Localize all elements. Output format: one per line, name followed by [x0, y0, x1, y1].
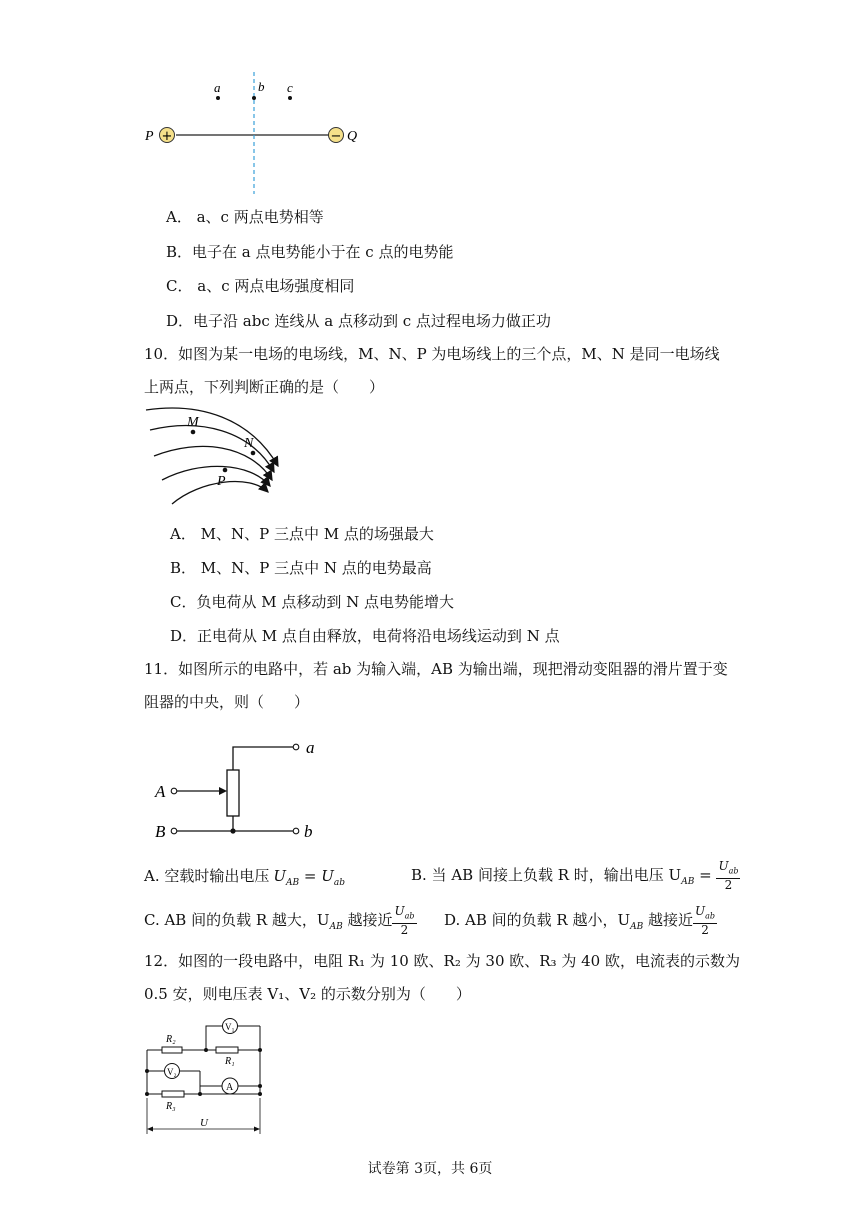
symbol-U: U — [273, 867, 287, 885]
q11-option-b-text: B. 当 AB 间接上负载 R 时，输出电压 U — [411, 866, 682, 884]
label-Q: Q — [347, 129, 358, 144]
label-V1: V₁ — [225, 1022, 235, 1032]
label-P: P — [217, 474, 226, 489]
figure-q9-charges — [140, 68, 380, 198]
subscript-AB: AB — [630, 922, 644, 932]
page-footer: 试卷第 3页，共 6页 — [367, 1161, 493, 1177]
label-a: a — [214, 80, 221, 95]
figure-q12-circuit — [140, 1016, 270, 1138]
label-P: P — [145, 129, 154, 144]
label-ammeter: A — [226, 1082, 234, 1093]
frac-num: U — [394, 904, 405, 919]
q9-option-c: C． a、c 两点电场强度相同 — [166, 277, 355, 295]
frac-den: 2 — [724, 877, 733, 892]
subscript-AB: AB — [329, 922, 343, 932]
approach-text: 越接近 — [342, 911, 393, 929]
frac-num-sub: ab — [705, 911, 716, 921]
subscript-ab2: ab — [333, 878, 346, 888]
q10-option-c: C．负电荷从 M 点移动到 N 点电势能增大 — [170, 593, 455, 611]
figure-q10-field-lines — [140, 400, 300, 515]
q11-option-d-text: D. AB 间的负载 R 越小，U — [444, 911, 631, 929]
q11-option-b — [411, 858, 740, 899]
label-R3: R₃ — [166, 1101, 176, 1112]
q10-stem-line1: 10．如图为某一电场的电场线，M、N、P 为电场线上的三个点，M、N 是同一电场线 — [144, 345, 720, 363]
label-M: M — [187, 415, 199, 430]
frac-num-sub: ab — [728, 866, 739, 876]
label-V2: V₂ — [167, 1067, 177, 1077]
equals-U: = U — [299, 867, 334, 885]
approach-text: 越接近 — [643, 911, 694, 929]
q9-option-a: A． a、c 两点电势相等 — [166, 208, 324, 226]
subscript-AB: AB — [681, 877, 695, 887]
label-N: N — [244, 436, 254, 451]
figure-q11-circuit — [150, 735, 330, 845]
q11-option-c — [144, 903, 417, 944]
q9-option-b: B．电子在 a 点电势能小于在 c 点的电势能 — [166, 243, 454, 261]
minus-sign: − — [330, 129, 342, 144]
q12-stem-line2: 0.5 安，则电压表 V₁、V₂ 的示数分别为（ ） — [144, 985, 471, 1003]
q11-stem-line1: 11．如图所示的电路中，若 ab 为输入端，AB 为输出端，现把滑动变阻器的滑片置于变 — [144, 660, 728, 678]
label-B: B — [155, 822, 166, 841]
fraction-uab-over-2 — [693, 905, 717, 936]
label-b: b — [304, 822, 313, 841]
label-U: U — [200, 1117, 208, 1129]
label-R1: R₁ — [225, 1056, 235, 1067]
q10-option-a: A． M、N、P 三点中 M 点的场强最大 — [170, 525, 434, 543]
q10-option-b: B． M、N、P 三点中 N 点的电势最高 — [170, 559, 432, 577]
fraction-uab-over-2 — [392, 905, 416, 936]
label-R2: R₂ — [166, 1034, 176, 1045]
subscript-ab: AB — [286, 878, 300, 888]
plus-sign: + — [161, 129, 173, 144]
equals: = — [694, 866, 717, 884]
q11-stem-line2: 阻器的中央，则（ ） — [144, 693, 310, 711]
label-a: a — [306, 738, 315, 757]
q11-option-c-text: C. AB 间的负载 R 越大，U — [144, 911, 330, 929]
frac-num-sub: ab — [404, 911, 415, 921]
frac-den: 2 — [400, 922, 409, 937]
frac-num: U — [718, 859, 729, 874]
label-b: b — [258, 79, 265, 94]
frac-num: U — [695, 904, 706, 919]
label-c: c — [287, 80, 293, 95]
q9-option-d: D．电子沿 abc 连线从 a 点移动到 c 点过程电场力做正功 — [166, 312, 551, 330]
q11-option-a-text: A. 空载时输出电压 — [144, 867, 270, 885]
frac-den: 2 — [701, 922, 709, 937]
q10-option-d: D．正电荷从 M 点自由释放，电荷将沿电场线运动到 N 点 — [170, 627, 560, 645]
q11-option-d — [444, 903, 717, 944]
fraction-uab-over-2 — [716, 860, 740, 891]
q12-stem-line1: 12．如图的一段电路中，电阻 R₁ 为 10 欧、R₂ 为 30 欧、R₃ 为 40 欧，电流表的示数为 — [144, 952, 740, 970]
q11-option-a — [144, 866, 345, 893]
label-A: A — [155, 782, 166, 801]
q10-stem-line2: 上两点，下列判断正确的是（ ） — [144, 378, 385, 396]
